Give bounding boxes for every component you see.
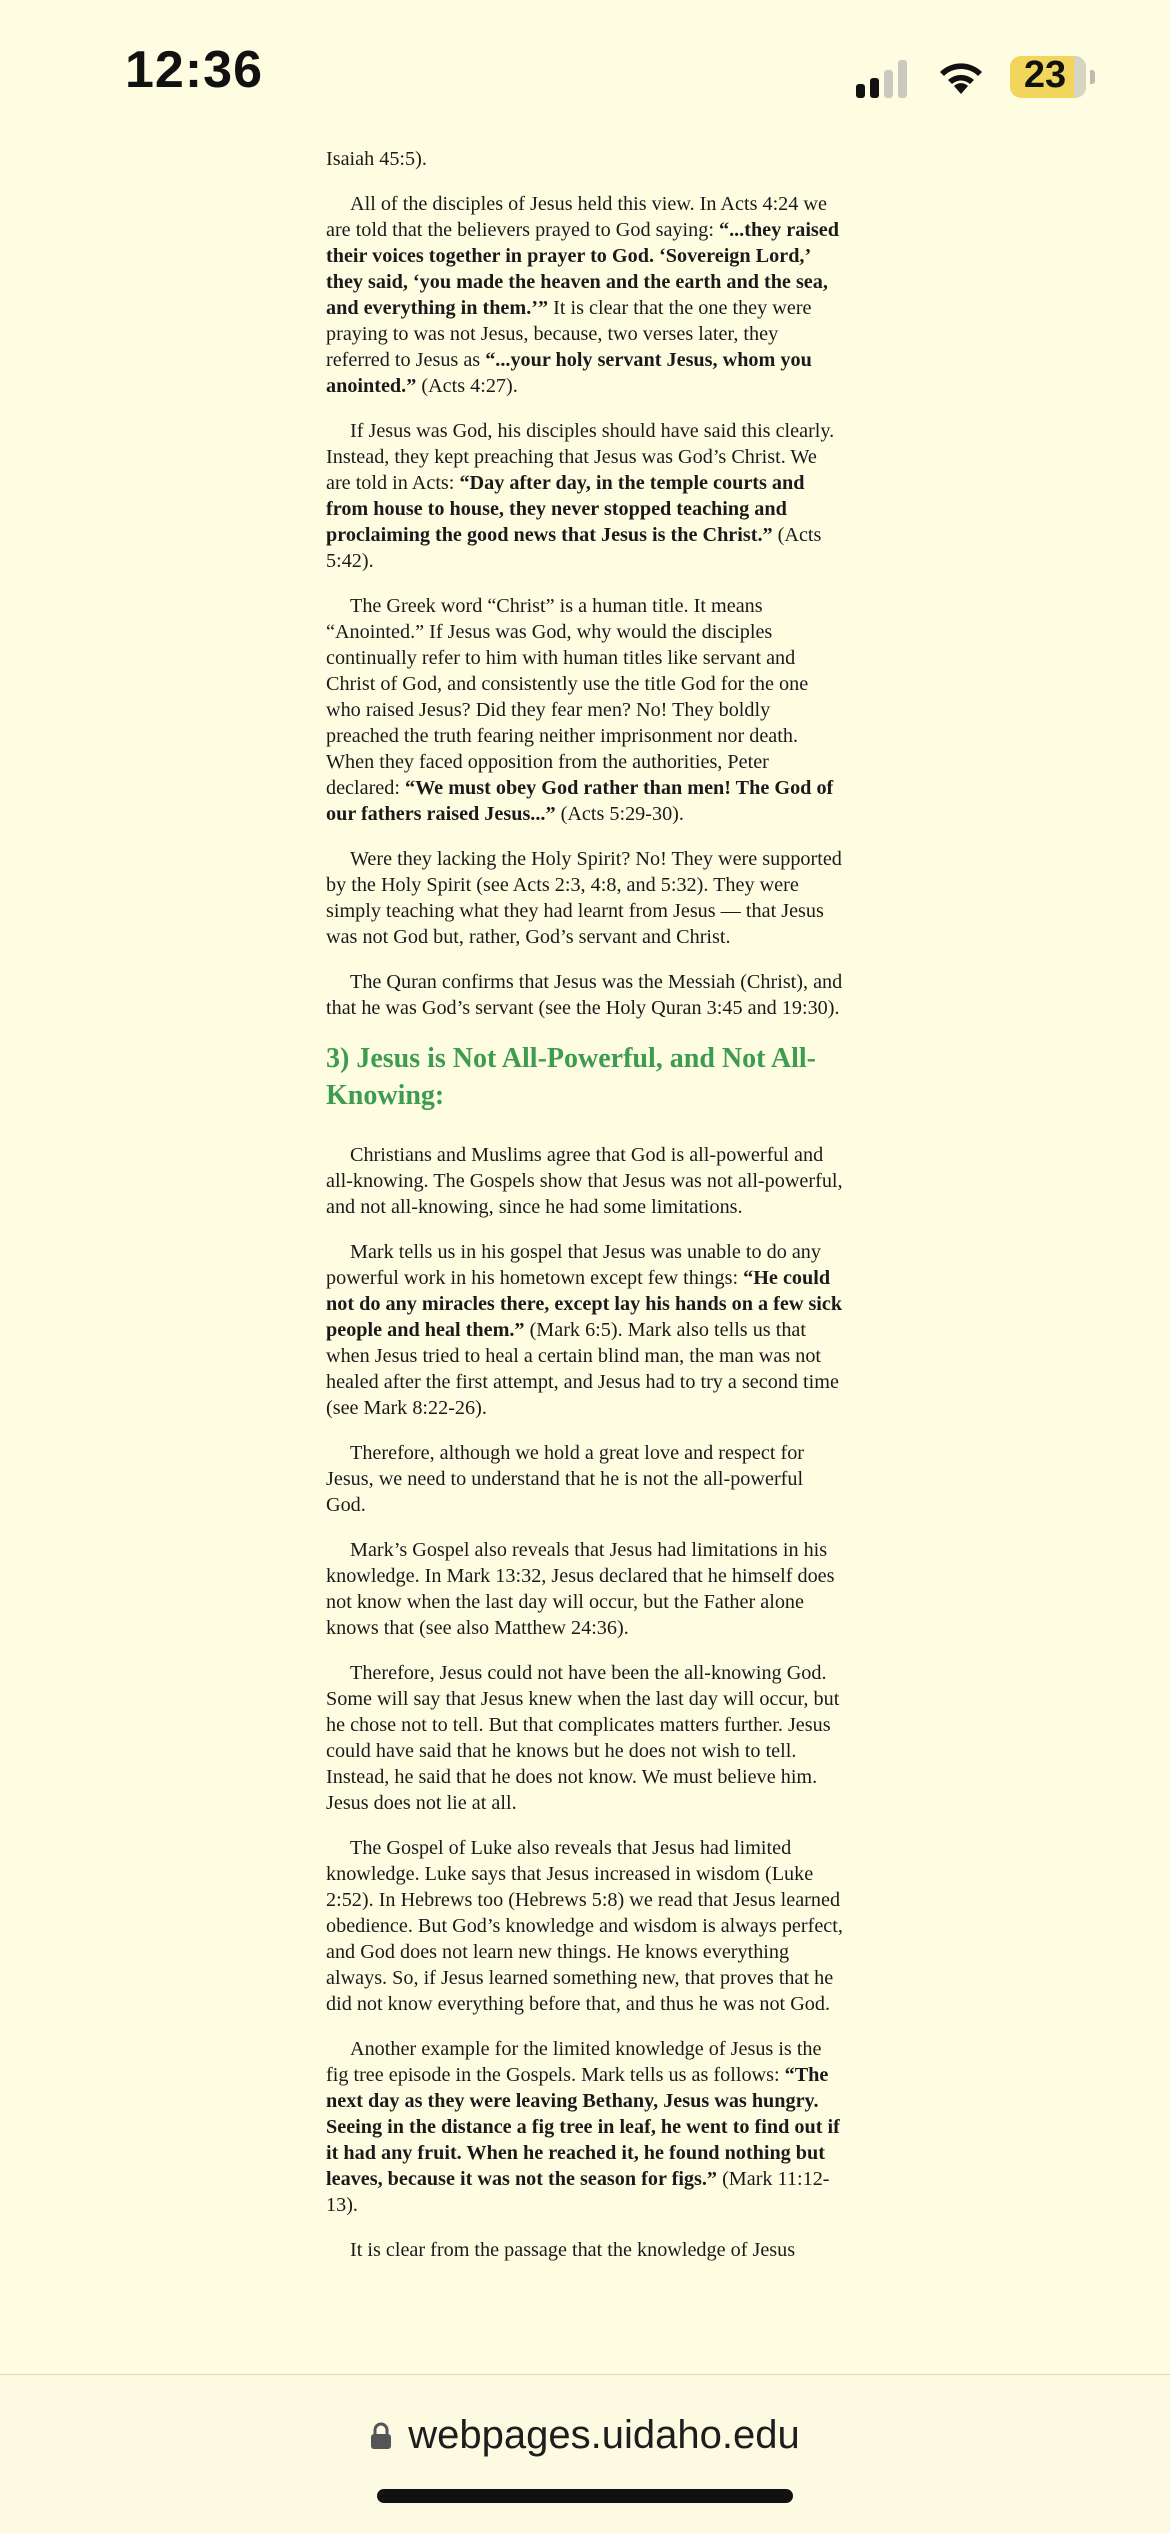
paragraph: All of the disciples of Jesus held this view. In Acts 4:24 we are told that the believers prayed to God saying: “...they raised their voices together in prayer to God. ‘Sovereign Lord,’ they said, ‘you made the heaven and the earth and the sea, and everything in them.’” It is clear that the one they were praying to was not Jesus, because, two verses later, they referred to Jesus as “...your holy servant Jesus, whom you anointed.” (Acts 4:27). <box>326 193 839 397</box>
clock-time: 12:36 <box>125 41 263 99</box>
url-field[interactable] <box>0 2413 1170 2458</box>
scripture-quote: “Day after day, in the temple courts and from house to house, they never stopped teaching and proclaiming the good news that Jesus is the Christ.” <box>326 472 805 546</box>
scripture-quote: “...they raised their voices together in prayer to God. ‘Sovereign Lord,’ they said, ‘you made the heaven and the earth and the sea, and everything in them.’” <box>326 219 839 319</box>
home-indicator[interactable] <box>377 2489 793 2503</box>
paragraph: Christians and Muslims agree that God is all-powerful and all-knowing. The Gospels show that Jesus was not all-powerful, and not all-knowing, since he had some limitations. <box>326 1144 843 1218</box>
paragraph: The Quran confirms that Jesus was the Messiah (Christ), and that he was God’s servant (see the Holy Quran 3:45 and 19:30). <box>326 971 843 1019</box>
paragraph: Mark tells us in his gospel that Jesus was unable to do any powerful work in his hometown except few things: “He could not do any miracles there, except lay his hands on a few sick people and heal them.” (Mark 6:5). Mark also tells us that when Jesus tried to heal a certain blind man, the man was not healed after the first attempt, and Jesus had to try a second time (see Mark 8:22-26). <box>326 1241 843 1419</box>
paragraph: Therefore, although we hold a great love and respect for Jesus, we need to understand that he is not the all-powerful God. <box>326 1442 805 1516</box>
scripture-quote: “We must obey God rather than men! The God of our fathers raised Jesus...” <box>326 777 834 825</box>
scripture-quote: “The next day as they were leaving Bethany, Jesus was hungry. Seeing in the distance a fig tree in leaf, he went to find out if it had any fruit. When he reached it, he found nothing but leaves, because it was not the season for figs.” <box>326 2064 840 2190</box>
paragraph: Were they lacking the Holy Spirit? No! They were supported by the Holy Spirit (see Acts 2:3, 4:8, and 5:32). They were simply teaching what they had learnt from Jesus — that Jesus was not God but, rather, God’s servant and Christ. <box>326 848 842 948</box>
wifi-icon <box>935 56 987 96</box>
battery-level: 23 <box>1023 54 1067 96</box>
paragraph: Mark’s Gospel also reveals that Jesus had limitations in his knowledge. In Mark 13:32, Jesus declared that he himself does not know when the last day will occur, but the Father alone knows that (see also Matthew 24:36). <box>326 1539 835 1639</box>
article-body <box>326 120 846 2282</box>
scripture-quote: “He could not do any miracles there, except lay his hands on a few sick people and heal them.” <box>326 1267 843 1341</box>
paragraph: If Jesus was God, his disciples should have said this clearly. Instead, they kept preaching that Jesus was God’s Christ. We are told in Acts: “Day after day, in the temple courts and from house to house, they never stopped teaching and proclaiming the good news that Jesus is the Christ.” (Acts 5:42). <box>326 420 835 572</box>
paragraph: Therefore, Jesus could not have been the all-knowing God. Some will say that Jesus knew when the last day will occur, but he chose not to tell. But that complicates matters further. Jesus could have said that he knows but he does not wish to tell. Instead, he said that he does not know. We must believe him. Jesus does not lie at all. <box>326 1662 840 1814</box>
paragraph: The Gospel of Luke also reveals that Jesus had limited knowledge. Luke says that Jesus increased in wisdom (Luke 2:52). In Hebrews too (Hebrews 5:8) we read that Jesus learned obedience. But God’s knowledge and wisdom is always perfect, and God does not learn new things. He knows everything always. So, if Jesus learned something new, that proves that he did not know everything before that, and thus he was not God. <box>326 1837 843 2015</box>
paragraph: The Greek word “Christ” is a human title. It means “Anointed.” If Jesus was God, why would the disciples continually refer to him with human titles like servant and Christ of God, and consistently use the title God for the one who raised Jesus? Did they fear men? No! They boldly preached the truth fearing neither imprisonment nor death. When they faced opposition from the authorities, Peter declared: “We must obey God rather than men! The God of our fathers raised Jesus...” (Acts 5:29-30). <box>326 595 834 825</box>
battery-icon <box>1010 56 1090 98</box>
section-heading: 3) Jesus is Not All-Powerful, and Not All-Knowing: <box>326 1043 816 1111</box>
paragraph: It is clear from the passage that the knowledge of Jesus <box>350 2239 796 2261</box>
scripture-quote: “...your holy servant Jesus, whom you anointed.” <box>326 349 812 397</box>
paragraph: Isaiah 45:5). <box>326 148 427 170</box>
paragraph: Another example for the limited knowledge of Jesus is the fig tree episode in the Gospels. Mark tells us as follows: “The next day as they were leaving Bethany, Jesus was hungry. Seeing in the distance a fig tree in leaf, he went to find out if it had any fruit. When he reached it, he found nothing but leaves, because it was not the season for figs.” (Mark 11:12-13). <box>326 2038 840 2216</box>
url-text[interactable]: webpages.uidaho.edu <box>408 2413 800 2457</box>
cellular-signal-icon <box>856 60 916 98</box>
lock-icon <box>370 2422 392 2450</box>
status-bar <box>0 0 1170 135</box>
browser-address-bar[interactable] <box>0 2374 1170 2533</box>
